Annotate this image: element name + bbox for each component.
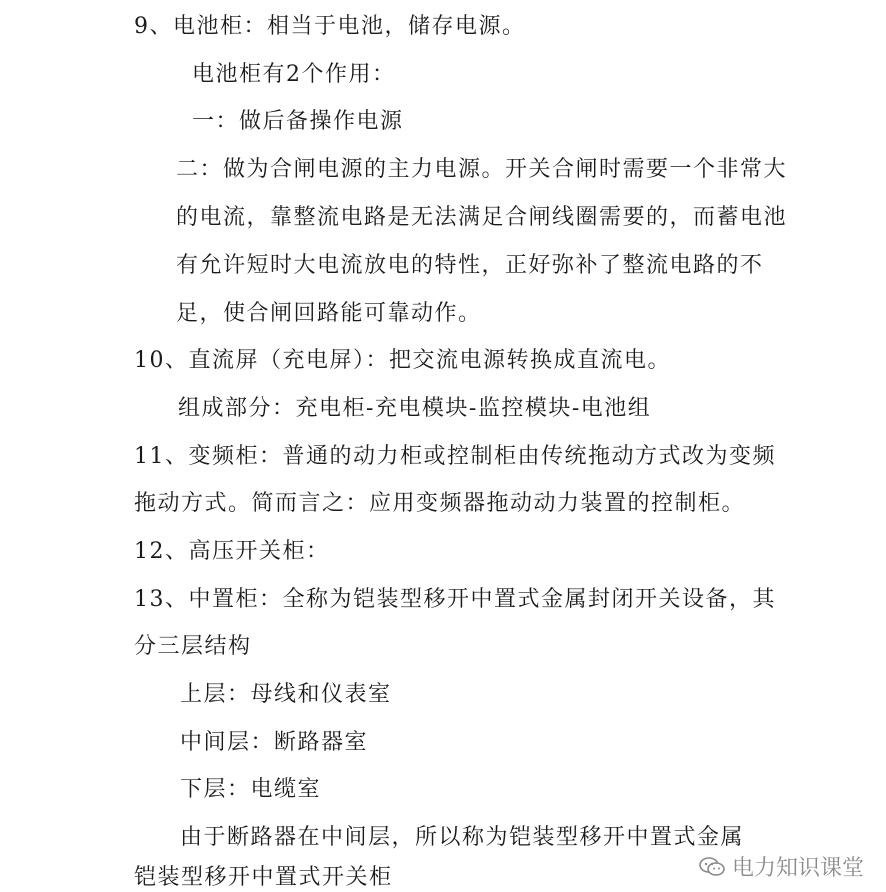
text-line: 由于断路器在中间层，所以称为铠装型移开中置式金属	[180, 825, 745, 850]
text-line: 下层：电缆室	[180, 777, 322, 802]
wechat-icon	[698, 856, 726, 878]
text-line: 中间层：断路器室	[180, 730, 369, 755]
text-line: 足，使合闸回路能可靠动作。	[176, 301, 482, 326]
text-line: 9、电池柜：相当于电池，储存电源。	[134, 14, 526, 39]
text-line: 电池柜有2个作用：	[192, 62, 396, 87]
text-line: 上层：母线和仪表室	[180, 682, 392, 707]
text-line: 10、直流屏（充电屏）：把交流电源转换成直流电。	[134, 348, 671, 373]
text-line: 拖动方式。简而言之：应用变频器拖动动力装置的控制柜。	[134, 491, 746, 516]
text-line: 11、变频柜：普通的动力柜或控制柜由传统拖动方式改为变频	[134, 444, 776, 469]
text-line: 一：做后备操作电源	[192, 109, 404, 134]
text-line: 二：做为合闸电源的主力电源。开关合闸时需要一个非常大	[176, 157, 788, 182]
text-line: 分三层结构	[134, 634, 252, 659]
watermark-text: 电力知识课堂	[731, 856, 864, 881]
partial-text-line: 铠装型移开中置式开关柜	[134, 865, 393, 890]
watermark	[698, 851, 864, 882]
text-line: 有允许短时大电流放电的特性，正好弥补了整流电路的不	[176, 253, 764, 278]
text-line: 组成部分：充电柜-充电模块-监控模块-电池组	[178, 396, 652, 421]
text-line: 的电流，靠整流电路是无法满足合闸线圈需要的，而蓄电池	[176, 205, 788, 230]
text-line: 13、中置柜：全称为铠装型移开中置式金属封闭开关设备，其	[134, 587, 776, 612]
text-line: 12、高压开关柜：	[134, 539, 330, 564]
